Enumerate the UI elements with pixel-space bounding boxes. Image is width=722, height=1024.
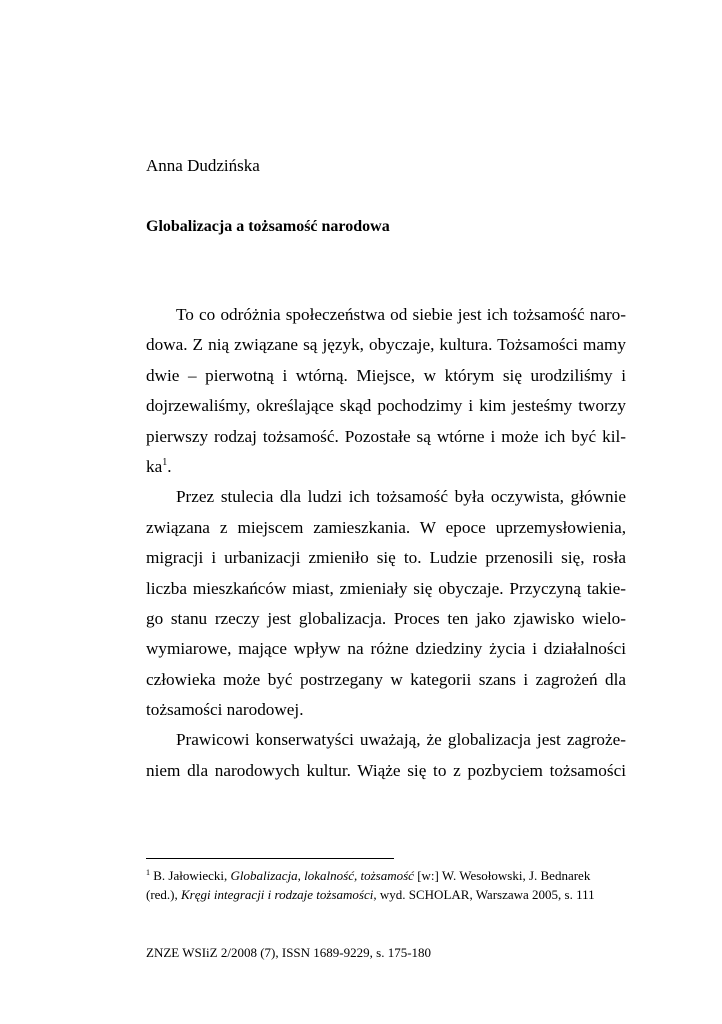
text-line: dwie – pierwotną i wtórną. Miejsce, w którym się urodziliśmy i xyxy=(146,365,626,385)
paragraph-3 xyxy=(146,725,626,786)
page-footer: ZNZE WSIiZ 2/2008 (7), ISSN 1689-9229, s. 175-180 xyxy=(146,945,432,960)
footnote-text: , wyd. SCHOLAR, Warszawa 2005, s. 111 xyxy=(373,887,595,902)
text-line: dojrzewaliśmy, określające skąd pochodzimy i kim jesteśmy tworzy xyxy=(146,396,626,416)
footnote-divider xyxy=(146,858,394,859)
article-body xyxy=(146,300,626,786)
footnote-text: (red.), xyxy=(146,887,182,902)
footnote xyxy=(146,866,626,904)
text-line: go stanu rzeczy jest globalizacja. Proces ten jako zjawisko wielo- xyxy=(146,608,626,628)
text-line: tożsamości narodowej. xyxy=(146,700,304,720)
text-line: To co odróżnia społeczeństwa od siebie jest ich tożsamość naro- xyxy=(176,305,626,324)
footnote-italic-title: Kręgi integracji i rodzaje tożsamości xyxy=(181,887,374,902)
text-line: Prawicowi konserwatyści uważają, że globalizacja jest zagroże- xyxy=(176,730,626,750)
footnote-line-2 xyxy=(146,885,626,904)
text-line xyxy=(146,452,626,482)
footnote-text: [w:] W. Wesołowski, J. Bednarek xyxy=(413,868,591,883)
footnote-text: B. Jałowiecki, xyxy=(150,868,231,883)
text-line: związana z miejscem zamieszkania. W epoce uprzemysłowienia, xyxy=(146,517,626,537)
text-line: pierwszy rodzaj tożsamość. Pozostałe są wtórne i może ich być kil- xyxy=(146,426,626,446)
text-line: liczba mieszkańców miast, zmieniały się obyczaje. Przyczyną takie- xyxy=(146,578,626,598)
text-fragment: . xyxy=(167,456,172,476)
paragraph-2 xyxy=(146,482,626,725)
text-fragment: ka xyxy=(146,456,163,476)
text-line: dowa. Z nią związane są język, obyczaje, kultura. Tożsamości mamy xyxy=(146,335,626,355)
text-line: człowieka może być postrzegany w kategorii szans i zagrożeń dla xyxy=(146,669,626,689)
footnote-reference[interactable]: 1 xyxy=(162,456,168,468)
article-title: Globalizacja a tożsamość narodowa xyxy=(146,218,390,235)
footnote-number: 1 xyxy=(146,868,150,877)
author-name: Anna Dudzińska xyxy=(146,156,260,175)
footnote-italic-title: Globalizacja, lokalność, tożsamość xyxy=(230,868,414,883)
text-line: niem dla narodowych kultur. Wiąże się to z pozbyciem tożsamości xyxy=(146,760,626,780)
paragraph-1 xyxy=(146,300,626,482)
text-line: wymiarowe, mające wpływ na różne dziedziny życia i działalności xyxy=(146,639,626,659)
text-line: Przez stulecia dla ludzi ich tożsamość była oczywista, głównie xyxy=(176,487,626,507)
text-line: migracji i urbanizacji zmieniło się to. Ludzie przenosili się, rosła xyxy=(146,548,626,568)
footnote-line-1 xyxy=(146,866,626,885)
